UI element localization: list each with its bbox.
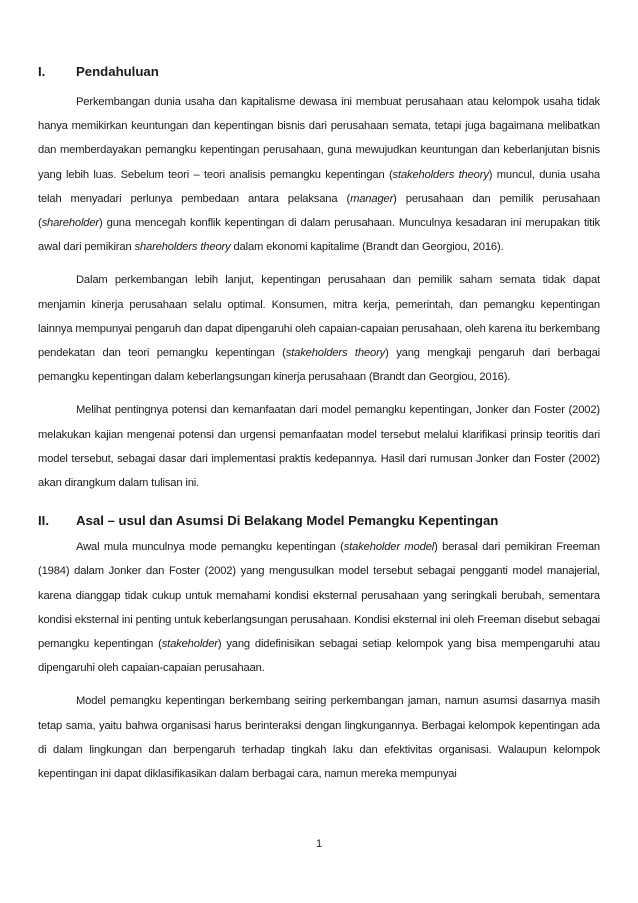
section-2-body [38, 535, 600, 786]
text-run: Perkembangan dunia usaha dan kapitalisme dewasa ini membuat perusahaan atau kelompok usaha tidak hanya memikirkan keuntungan dan kepentingan bisnis dari perusahaan semata, tetapi juga bagaimana melibatkan dan memberdayakan pemangku kepentingan perusahaan, guna mewujudkan keuntungan dan keberlanjutan bisnis yang lebih luas. Sebelum teori – teori analisis pemangku kepentingan ( [38, 96, 600, 181]
section-1-paragraph-1 [38, 90, 600, 259]
section-2-paragraph-1 [38, 535, 600, 680]
document-page [38, 62, 600, 786]
section-2-paragraph-2 [38, 689, 600, 786]
italic-term: shareholder [41, 217, 100, 230]
text-run: ) guna mencegah konflik kepentingan di dalam perusahaan. Munculnya kesadaran ini merupakan titik awal dari pemikiran [38, 217, 600, 254]
section-1-body [38, 90, 600, 495]
section-2-title: Asal – usul dan Asumsi Di Belakang Model Pemangku Kepentingan [76, 513, 499, 529]
page-number: 1 [315, 838, 323, 850]
text-run: Awal mula munculnya mode pemangku kepentingan ( [76, 541, 344, 554]
section-2-number: II. [38, 513, 49, 529]
italic-term: manager [350, 192, 394, 205]
text-run: ) berasal dari pemikiran Freeman (1984) dalam Jonker dan Foster (2002) yang mengusulkan model tersebut sebagai pengganti model manajerial, karena dianggap tidak cukup untuk memahami kondisi eksternal perusahaan yang seringkali berubah, sementara kondisi eksternal ini penting untuk keberlangsungan perusahaan. Kondisi eksternal ini oleh Freeman disebut sebagai pemangku kepentingan ( [38, 541, 600, 651]
section-2-heading [38, 511, 600, 531]
italic-term: stakeholder model [343, 541, 435, 554]
text-run: Melihat pentingnya potensi dan kemanfaatan dari model pemangku kepentingan, Jonker dan Foster (2002) melakukan kajian mengenai potensi dan urgensi pemanfaatan model tersebut melalui klarifikasi prinsip teoritis dari model tersebut, sebagai dasar dari implementasi praktis kedepannya. Hasil dari rumusan Jonker dan Foster (2002) akan dirangkum dalam tulisan ini. [38, 404, 600, 490]
text-run: ) yang mengkaji pengaruh dari berbagai pemangku kepentingan dalam keberlangsungan kinerja perusahaan (Brandt dan Georgiou, 2016). [38, 347, 600, 384]
section-1-title: Pendahuluan [76, 64, 159, 79]
section-1-number: I. [38, 64, 46, 79]
text-run: ) muncul, dunia usaha telah menyadari perlunya pembedaan antara pelaksana ( [38, 168, 600, 205]
text-run: ) yang didefinisikan sebagai setiap kelompok yang bisa mempengaruhi atau dipengaruhi oleh capaian-capaian perusahaan. [38, 638, 600, 675]
italic-term: stakeholders theory [392, 168, 489, 181]
text-run: Dalam perkembangan lebih lanjut, kepentingan perusahaan dan pemilik saham semata tidak dapat menjamin kinerja perusahaan selalu optimal. Konsumen, mitra kerja, pemerintah, dan pemangku kepentingan lainnya mempunyai pengaruh dan dapat dipengaruhi oleh capaian-capaian perusahaan, oleh karena itu berkembang pendekatan dan teori pemangku kepentingan ( [38, 274, 600, 360]
text-run: Model pemangku kepentingan berkembang seiring perkembangan jaman, namun asumsi dasarnya masih tetap sama, yaitu bahwa organisasi harus berinteraksi dengan lingkungannya. Berbagai kelompok kepentingan ada di dalam lingkungan dan berpengaruh terhadap tingkah laku dan efektivitas organisasi. Walaupun kelompok kepentingan ini dapat diklasifikasikan dalam berbagai cara, namun mereka mempunyai [38, 695, 600, 781]
section-1-heading [38, 62, 600, 82]
text-run: dalam ekonomi kapitalime (Brandt dan Georgiou, 2016). [230, 241, 504, 254]
italic-term: stakeholder [161, 638, 218, 651]
italic-term: stakeholders theory [285, 347, 386, 360]
text-run: ) perusahaan dan pemilik perusahaan ( [38, 192, 601, 230]
italic-term: shareholders theory [134, 241, 231, 254]
section-1-paragraph-2 [38, 268, 600, 389]
section-1-paragraph-3 [38, 398, 600, 495]
